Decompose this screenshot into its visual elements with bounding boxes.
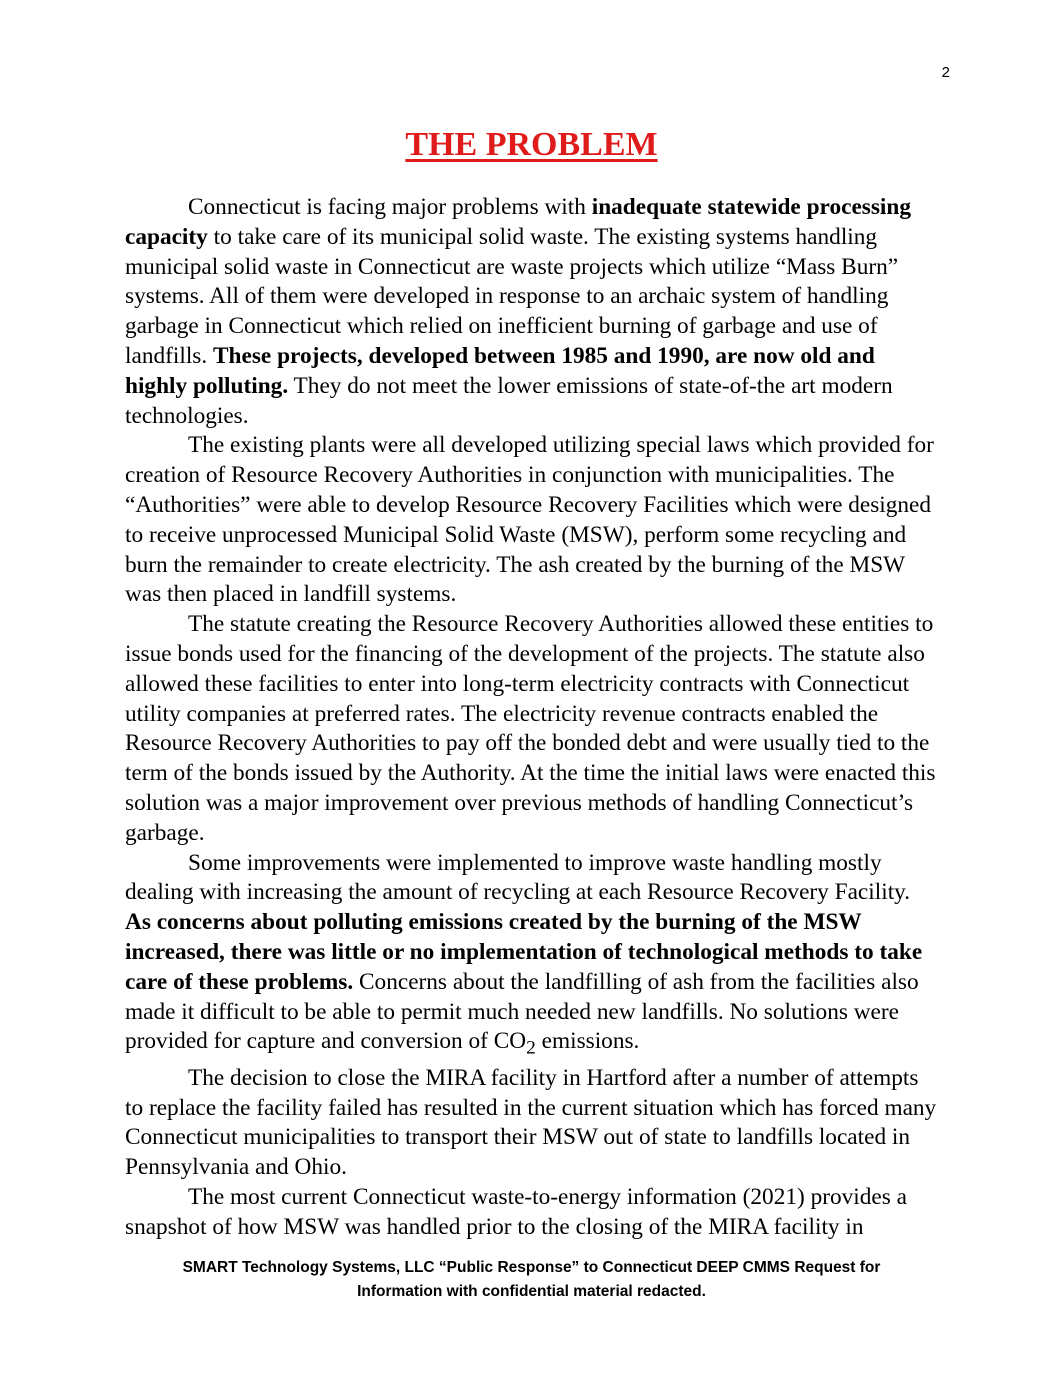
bold-emphasis: As concerns about polluting emissions created by the burning of the MSW increased, there was little or no implementation of technological methods to take care of these problems.: [125, 909, 923, 995]
page-footer: [0, 1256, 1063, 1304]
page-number: 2: [941, 64, 950, 81]
paragraph-1: [125, 193, 940, 431]
document-body: [125, 193, 940, 1243]
paragraph-3: The statute creating the Resource Recovery Authorities allowed these entities to issue bonds used for the financing of the development of the projects. The statute also allowed these facilities to enter into long-term electricity contracts with Connecticut utility companies at preferred rates. The electricity revenue contracts enabled the Resource Recovery Authorities to pay off the bonded debt and were usually tied to the term of the bonds issued by the Authority. At the time the initial laws were enacted this solution was a major improvement over previous methods of handling Connecticut’s garbage.: [125, 611, 936, 846]
subscript: 2: [526, 1037, 536, 1059]
footer-line-1: SMART Technology Systems, LLC “Public Response” to Connecticut DEEP CMMS Request for: [182, 1259, 881, 1276]
paragraph-2: The existing plants were all developed utilizing special laws which provided for creation of Resource Recovery Authorities in conjunction with municipalities. The “Authorities” were able to develop Resource Recovery Facilities which were designed to receive unprocessed Municipal Solid Waste (MSW), perform some recycling and burn the remainder to create electricity. The ash created by the burning of the MSW was then placed in landfill systems.: [125, 432, 934, 608]
paragraph-text: They do not meet the lower emissions of state-of-the art modern technologies.: [125, 372, 893, 429]
page-title: THE PROBLEM: [405, 126, 658, 163]
paragraph-text: to take care of its municipal solid waste. The existing systems handling municipal solid waste in Connecticut are waste projects which utilize “Mass Burn” systems. All of them were developed in response to an archaic system of handling garbage in Connecticut which relied on inefficient burning of garbage and use of landfills.: [125, 223, 899, 369]
paragraph-text: Connecticut is facing major problems with: [188, 194, 592, 220]
bold-emphasis: These projects, developed between 1985 and 1990, are now old and highly polluting.: [125, 342, 875, 399]
paragraph-text: Concerns about the landfilling of ash from the facilities also made it difficult to be able to permit much needed new landfills. No solutions were provided for capture and conversion of CO: [125, 968, 919, 1055]
footer-line-2: Information with confidential material redacted.: [357, 1283, 706, 1300]
paragraph-6: The most current Connecticut waste-to-energy information (2021) provides a snapshot of how MSW was handled prior to the closing of the MIRA facility in: [125, 1183, 907, 1240]
paragraph-text: emissions.: [535, 1028, 640, 1055]
paragraph-4: [125, 849, 940, 1064]
bold-emphasis: inadequate statewide processing capacity: [125, 194, 911, 250]
paragraph-text: Some improvements were implemented to improve waste handling mostly dealing with increasing the amount of recycling at each Resource Recovery Facility.: [125, 849, 911, 906]
paragraph-5: The decision to close the MIRA facility in Hartford after a number of attempts to replace the facility failed has resulted in the current situation which has forced many Connecticut municipalities to transport their MSW out of state to landfills located in Pennsylvania and Ohio.: [125, 1064, 937, 1181]
